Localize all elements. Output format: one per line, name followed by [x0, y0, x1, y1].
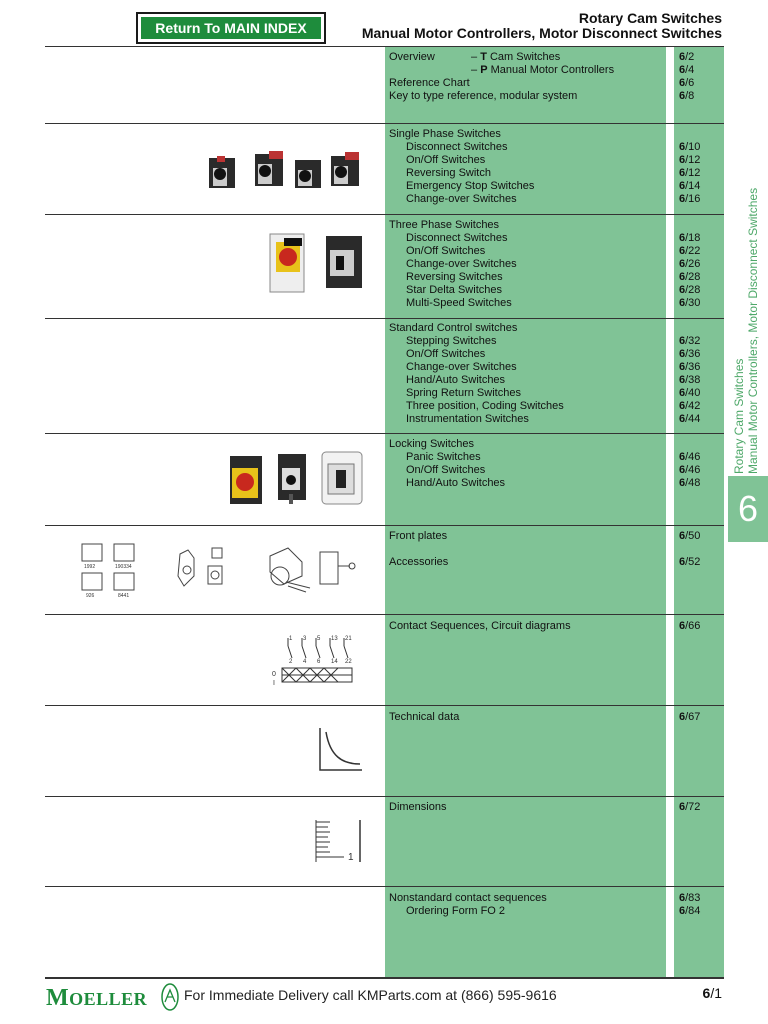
page-title: Rotary Cam Switches: [578, 10, 722, 26]
toc-sublabel: – T Cam Switches: [471, 51, 561, 63]
side-tab-text: [732, 188, 760, 474]
contact-label: 6: [317, 659, 321, 665]
section-heading: Standard Control switches: [389, 322, 518, 334]
toc-row[interactable]: On/Off Switches: [406, 348, 486, 360]
page-ref[interactable]: 6/2: [679, 51, 695, 63]
page-ref[interactable]: 6/66: [679, 620, 701, 632]
divider: [45, 433, 724, 434]
contact-label: 21: [345, 636, 352, 642]
toc-row[interactable]: Reversing Switch: [406, 167, 491, 179]
pages-single-phase: [679, 141, 723, 206]
toc-row-contact-sequences[interactable]: Contact Sequences, Circuit diagrams: [389, 620, 571, 632]
toc-row[interactable]: Hand/Auto Switches: [406, 477, 506, 489]
toc-row[interactable]: Panic Switches: [406, 451, 481, 463]
page-ref[interactable]: 6/28: [679, 284, 701, 296]
toc-row[interactable]: Hand/Auto Switches: [406, 374, 506, 386]
contact-label: 14: [331, 659, 338, 665]
page-ref[interactable]: 6/12: [679, 167, 701, 179]
section-single-phase: [389, 128, 664, 206]
toc-row[interactable]: Change-over Switches: [406, 193, 517, 205]
pages-locking: [679, 451, 723, 490]
contact-label: 13: [331, 636, 338, 642]
emergency-switch-icon: [270, 234, 304, 292]
divider: [45, 886, 724, 887]
moeller-emblem-icon: [160, 982, 180, 1012]
toc-row-nonstandard[interactable]: Nonstandard contact sequences: [389, 892, 547, 904]
return-main-index-label: Return To MAIN INDEX: [141, 17, 321, 39]
contact-label: 5: [317, 636, 321, 642]
page-ref[interactable]: 6/50: [679, 530, 701, 542]
page-ref[interactable]: 6/8: [679, 90, 695, 102]
switch-small-icon: [255, 151, 283, 186]
single-phase-switches-image: [205, 148, 365, 193]
section-standard-control: [389, 322, 664, 426]
page-ref[interactable]: 6/12: [679, 154, 701, 166]
toc-row[interactable]: Multi-Speed Switches: [406, 297, 512, 309]
section-heading: Single Phase Switches: [389, 128, 501, 140]
page-ref[interactable]: 6/67: [679, 711, 701, 723]
toc-row-ordering-form[interactable]: Ordering Form FO 2: [406, 905, 506, 917]
toc-row[interactable]: Instrumentation Switches: [406, 413, 529, 425]
page-ref[interactable]: 6/32: [679, 335, 701, 347]
front-plate-label: 926: [86, 593, 95, 599]
toc-row[interactable]: Change-over Switches: [406, 258, 517, 270]
section-three-phase: [389, 219, 664, 310]
page-ref[interactable]: 6/4: [679, 64, 695, 76]
contact-label: 3: [303, 636, 307, 642]
dimension-label: 1: [348, 852, 354, 863]
technical-curve-image: [318, 726, 364, 774]
page-ref[interactable]: 6/28: [679, 271, 701, 283]
key-lock-icon: [270, 548, 355, 592]
toc-row[interactable]: Reversing Switches: [406, 271, 503, 283]
front-plate-label: 8441: [118, 593, 130, 599]
contact-label: 1: [289, 636, 293, 642]
section-locking: [389, 438, 664, 490]
page-ref[interactable]: 6/46: [679, 451, 701, 463]
divider: [45, 796, 724, 797]
page-ref[interactable]: 6/16: [679, 193, 701, 205]
divider: [45, 46, 724, 47]
page-ref[interactable]: 6/48: [679, 477, 701, 489]
contact-diagram-image: [268, 630, 368, 690]
page-ref[interactable]: 6/26: [679, 258, 701, 270]
side-tab-line1: Rotary Cam Switches: [732, 358, 746, 474]
page-number: 6/1: [702, 985, 722, 1001]
page-ref[interactable]: 6/30: [679, 297, 701, 309]
side-tab-line2: Manual Motor Controllers, Motor Disconnect Switches: [746, 187, 760, 474]
enclosed-switch-icon: [322, 452, 362, 504]
contact-position-label: 0: [272, 671, 276, 678]
pages-nonstandard: [679, 892, 723, 918]
pages-three-phase: [679, 232, 723, 310]
toc-row[interactable]: Change-over Switches: [406, 361, 517, 373]
page-ref[interactable]: 6/10: [679, 141, 701, 153]
dimensions-image: [314, 818, 364, 866]
page-subtitle: Manual Motor Controllers, Motor Disconnect Switches: [361, 25, 722, 41]
footer-contact-text[interactable]: For Immediate Delivery call KMParts.com at (866) 595-9616: [184, 987, 557, 1003]
section-heading: Locking Switches: [389, 438, 474, 450]
toc-row-overview-p[interactable]: [389, 64, 664, 77]
divider: [45, 525, 724, 526]
page-ref[interactable]: 6/22: [679, 245, 701, 257]
page-ref[interactable]: 6/38: [679, 374, 701, 386]
contact-position-label: I: [273, 680, 275, 687]
toc-row-overview-t[interactable]: [389, 51, 664, 64]
switch-small-icon: [209, 156, 235, 188]
toc-row-key-type-reference[interactable]: Key to type reference, modular system: [389, 90, 578, 102]
contact-label: 4: [303, 659, 307, 665]
section-heading: Three Phase Switches: [389, 219, 500, 231]
pages-standard-control: [679, 335, 723, 426]
contact-label: 2: [289, 659, 293, 665]
disconnect-switch-icon: [326, 236, 362, 288]
toc-sublabel: – P Manual Motor Controllers: [471, 64, 615, 76]
front-plate-label: 1992: [84, 564, 96, 570]
pages-overview: [679, 51, 723, 103]
divider: [45, 318, 724, 319]
divider: [45, 214, 724, 215]
page-ref[interactable]: 6/72: [679, 801, 701, 813]
switch-small-icon: [295, 160, 321, 188]
toc-row[interactable]: Stepping Switches: [406, 335, 497, 347]
toc-row[interactable]: Star Delta Switches: [406, 284, 502, 296]
page-ref[interactable]: 6/44: [679, 413, 701, 425]
chapter-tab[interactable]: 6: [728, 476, 768, 542]
divider: [45, 614, 724, 615]
toc-row[interactable]: Disconnect Switches: [406, 232, 508, 244]
three-phase-switches-image: [270, 234, 365, 294]
front-plates-image: [80, 542, 370, 602]
page-ref[interactable]: 6/40: [679, 387, 701, 399]
contact-label: 22: [345, 659, 352, 665]
page-ref[interactable]: 6/18: [679, 232, 701, 244]
front-plate-label: 190334: [115, 564, 132, 570]
moeller-logo: MOELLER: [46, 985, 148, 1011]
toc-row-technical-data[interactable]: Technical data: [389, 711, 460, 723]
toc-row-reference-chart[interactable]: Reference Chart: [389, 77, 470, 89]
page-ref[interactable]: 6/14: [679, 180, 701, 192]
section-nonstandard: [389, 892, 664, 918]
switch-small-icon: [331, 152, 359, 186]
page-ref[interactable]: 6/83: [679, 892, 701, 904]
page-ref[interactable]: 6/6: [679, 77, 695, 89]
toc-row-dimensions[interactable]: Dimensions: [389, 801, 447, 813]
toc-row[interactable]: On/Off Switches: [406, 154, 486, 166]
section-overview: [389, 51, 664, 103]
toc-row-accessories[interactable]: Accessories: [389, 556, 449, 568]
toc-row[interactable]: Spring Return Switches: [406, 387, 521, 399]
toc-row[interactable]: Three position, Coding Switches: [406, 400, 564, 412]
knob-accessory-icon: [178, 548, 222, 586]
lock-switch-icon: [230, 456, 262, 504]
page-ref[interactable]: 6/46: [679, 464, 701, 476]
footer-divider: [45, 977, 724, 979]
lock-switch-icon: [278, 454, 306, 504]
page-ref[interactable]: 6/42: [679, 400, 701, 412]
curve-line: [326, 732, 360, 764]
toc-row[interactable]: Disconnect Switches: [406, 141, 508, 153]
page-ref[interactable]: 6/84: [679, 905, 701, 917]
toc-row-front-plates[interactable]: Front plates: [389, 530, 448, 542]
return-main-index-button[interactable]: [136, 12, 326, 44]
toc-row[interactable]: On/Off Switches: [406, 245, 486, 257]
toc-row[interactable]: Emergency Stop Switches: [406, 180, 535, 192]
divider: [45, 705, 724, 706]
page-ref[interactable]: 6/36: [679, 348, 701, 360]
toc-row[interactable]: On/Off Switches: [406, 464, 486, 476]
page-ref[interactable]: 6/36: [679, 361, 701, 373]
divider: [45, 123, 724, 124]
locking-switches-image: [228, 450, 368, 510]
page-ref[interactable]: 6/52: [679, 556, 701, 568]
toc-label: Overview: [389, 51, 435, 63]
